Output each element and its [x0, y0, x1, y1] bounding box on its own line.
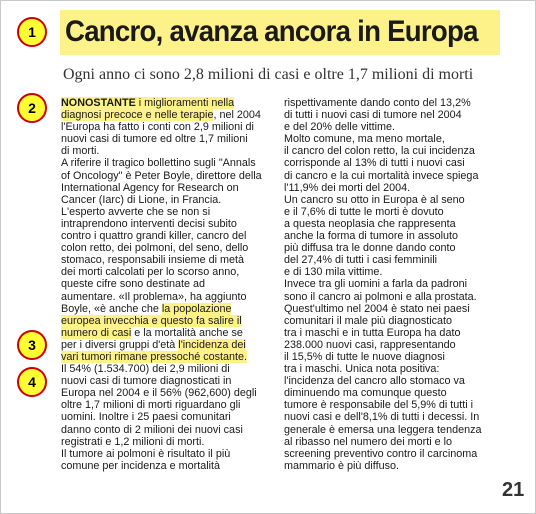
text-line: [284, 436, 496, 448]
text-segment: dei morti calcolati per lo scorso anno,: [61, 266, 240, 279]
text-segment: Il 54% (1.534.700) dei 2,9 milioni di: [61, 363, 230, 376]
text-line: [61, 387, 271, 399]
text-segment: e di 130 mila vittime.: [284, 266, 383, 279]
text-line: [61, 145, 271, 157]
annotation-marker-4: 4: [17, 367, 47, 397]
text-line: [61, 327, 271, 339]
text-line: [61, 266, 271, 278]
text-line: [61, 363, 271, 375]
text-line: [284, 424, 496, 436]
text-segment: corrisponde al 13% di tutti i nuovi casi: [284, 157, 465, 170]
text-line: [284, 170, 496, 182]
text-segment: anche la forma di tumore in assoluto: [284, 230, 459, 243]
text-line: [61, 133, 271, 145]
text-line: [61, 399, 271, 411]
text-line: [284, 266, 496, 278]
article-column-left: [61, 97, 271, 472]
text-line: [284, 109, 496, 121]
text-segment: Il tumore ai polmoni è risultato il più: [61, 447, 231, 460]
text-line: [284, 230, 496, 242]
text-line: [284, 448, 496, 460]
text-line: [284, 157, 496, 169]
text-segment: tumore è responsabile del 5,9% di tutti i: [284, 399, 474, 412]
highlighted-text: la popolazione: [161, 302, 232, 315]
text-line: [61, 291, 271, 303]
text-segment: A riferire il tragico bollettino sugli "Annals: [61, 157, 256, 170]
text-segment: tra i maschi. Unica nota positiva:: [284, 363, 440, 376]
article-subtitle: Ogni anno ci sono 2,8 milioni di casi e oltre 1,7 milioni di morti: [63, 66, 474, 83]
text-line: [61, 182, 271, 194]
text-segment: Invece tra gli uomini a farla da padroni: [284, 278, 468, 291]
text-line: [284, 291, 496, 303]
text-segment: danno conto di 2 milioni dei nuovi casi: [61, 423, 243, 436]
text-segment: il 15,5% di tutte le nuove diagnosi: [284, 350, 445, 363]
text-line: [61, 230, 271, 242]
text-line: [61, 242, 271, 254]
text-segment: diminuendo ma comunque questo: [284, 387, 447, 400]
text-segment: aumentare. «Il problema», ha aggiunto: [61, 290, 247, 303]
text-segment: al ribasso nel numero dei morti e lo: [284, 435, 453, 448]
text-segment: per i diversi gruppi d'età: [61, 338, 179, 351]
text-line: [61, 97, 271, 109]
page-number: 21: [502, 479, 525, 501]
text-segment: of Oncology" è Peter Boyle, direttore della: [61, 169, 262, 182]
text-segment: queste cifre sono destinate ad: [61, 278, 206, 291]
text-line: [284, 460, 496, 472]
text-line: [284, 145, 496, 157]
text-line: [61, 194, 271, 206]
text-line: [61, 424, 271, 436]
text-line: [61, 315, 271, 327]
text-line: [284, 133, 496, 145]
text-line: [284, 387, 496, 399]
text-segment: registrati e 1,2 milioni di morti.: [61, 435, 205, 448]
text-line: [61, 448, 271, 460]
text-line: [61, 375, 271, 387]
text-line: [284, 254, 496, 266]
text-line: [284, 339, 496, 351]
text-line: [61, 254, 271, 266]
text-segment: 238.000 nuovi casi, rappresentando: [284, 338, 456, 351]
highlighted-text: i miglioramenti nella: [135, 97, 235, 109]
text-segment: nuovi casi e dell'8,1% di tutti i decessi. In: [284, 411, 480, 424]
text-line: [61, 109, 271, 121]
text-segment: Europa nel 2004 e il 56% (962,600) degli: [61, 387, 257, 400]
text-segment: uomini. Inoltre i 25 paesi comunitari: [61, 411, 231, 424]
text-line: [284, 121, 496, 133]
text-line: [284, 315, 496, 327]
text-line: [61, 460, 271, 472]
text-line: [284, 399, 496, 411]
text-line: [284, 278, 496, 290]
highlighted-text: l'incidenza dei: [178, 338, 246, 351]
text-line: [61, 278, 271, 290]
text-line: [61, 218, 271, 230]
text-line: [284, 242, 496, 254]
text-segment: a questa neoplasia che rappresenta: [284, 217, 456, 230]
text-segment: e la mortalità anche se: [131, 326, 243, 339]
article-column-right: [284, 97, 496, 472]
text-segment: intraprendono interventi decisi subito: [61, 217, 237, 230]
text-segment: contro i quattro grandi killer, cancro del: [61, 230, 247, 243]
annotation-marker-3: 3: [17, 330, 47, 360]
text-segment: nuovi casi di tumore diagnosticati in: [61, 375, 232, 388]
text-segment: l'Europa ha fatto i conti con 2,9 milioni di: [61, 121, 254, 134]
text-line: [284, 303, 496, 315]
text-segment: Molto comune, ma meno mortale,: [284, 133, 445, 146]
text-segment: e del 20% delle vittime.: [284, 121, 396, 134]
text-segment: Quest'ultimo nel 2004 è stato nei paesi: [284, 302, 470, 315]
text-segment: sono il cancro ai polmoni e alla prostata.: [284, 290, 477, 303]
text-line: [61, 436, 271, 448]
text-segment: l'incidenza del cancro allo stomaco va: [284, 375, 465, 388]
text-line: [61, 303, 271, 315]
text-line: [61, 170, 271, 182]
text-segment: nuovi casi di tumore ed oltre 1,7 milioni: [61, 133, 248, 146]
text-segment: screening preventivo contro il carcinoma: [284, 447, 478, 460]
text-segment: l'11,9% dei morti del 2004.: [284, 181, 411, 194]
text-segment: Un cancro su otto in Europa è al seno: [284, 193, 465, 206]
text-segment: stomaco, responsabili insieme di metà: [61, 254, 245, 267]
highlighted-text: europea invecchia e questo fa salire il: [61, 314, 242, 327]
text-line: [284, 97, 496, 109]
text-segment: International Agency for Research on: [61, 181, 239, 194]
text-line: [284, 411, 496, 423]
annotation-marker-1: 1: [17, 17, 47, 47]
text-line: [61, 339, 271, 351]
text-line: [284, 327, 496, 339]
text-line: [284, 351, 496, 363]
text-segment: colon retto, dei polmoni, del seno, dello: [61, 242, 249, 255]
text-line: [284, 206, 496, 218]
text-line: [284, 194, 496, 206]
text-line: [284, 363, 496, 375]
text-line: [61, 121, 271, 133]
text-segment: , nel 2004: [213, 109, 261, 122]
text-segment: oltre 1,7 milioni di morti riguardano gli: [61, 399, 241, 412]
text-segment: comunitari il male più diagnosticato: [284, 314, 453, 327]
text-line: [284, 375, 496, 387]
text-segment: Boyle, «è anche che: [61, 302, 162, 315]
text-segment: L'esperto avverte che se non si: [61, 205, 211, 218]
text-line: [61, 157, 271, 169]
text-segment: mammario è più diffuso.: [284, 459, 400, 472]
text-line: [284, 182, 496, 194]
text-line: [61, 206, 271, 218]
text-segment: rispettivamente dando conto del 13,2%: [284, 97, 471, 109]
text-segment: Cancer (Iarc) di Lione, in Francia.: [61, 193, 222, 206]
text-line: [61, 411, 271, 423]
text-segment: e il 7,6% di tutte le morti è dovuto: [284, 205, 444, 218]
text-segment: il cancro del colon retto, la cui incidenza: [284, 145, 475, 158]
highlighted-text: numero di casi: [61, 326, 132, 339]
highlighted-text: vari tumori rimane pressoché costante.: [61, 350, 248, 363]
text-segment: tra i maschi e in tutta Europa ha dato: [284, 326, 461, 339]
text-segment: più diffusa tra le donne dando conto: [284, 242, 456, 255]
text-line: [284, 218, 496, 230]
text-segment: comune per incidenza e mortalità: [61, 459, 221, 472]
highlighted-text: diagnosi precoce e nelle terapie: [61, 109, 214, 122]
text-segment: generale è emersa una leggera tendenza: [284, 423, 482, 436]
text-segment: di tutti i nuovi casi di tumore nel 2004: [284, 109, 462, 122]
text-segment: del 27,4% di tutti i casi femminili: [284, 254, 438, 267]
text-line: [61, 351, 271, 363]
text-segment: di morti.: [61, 145, 100, 158]
article-headline: Cancro, avanza ancora in Europa: [65, 15, 478, 48]
annotation-marker-2: 2: [17, 93, 47, 123]
text-segment: di cancro e la cui mortalità invece spiega: [284, 169, 479, 182]
highlighted-text: NONOSTANTE: [61, 97, 136, 109]
